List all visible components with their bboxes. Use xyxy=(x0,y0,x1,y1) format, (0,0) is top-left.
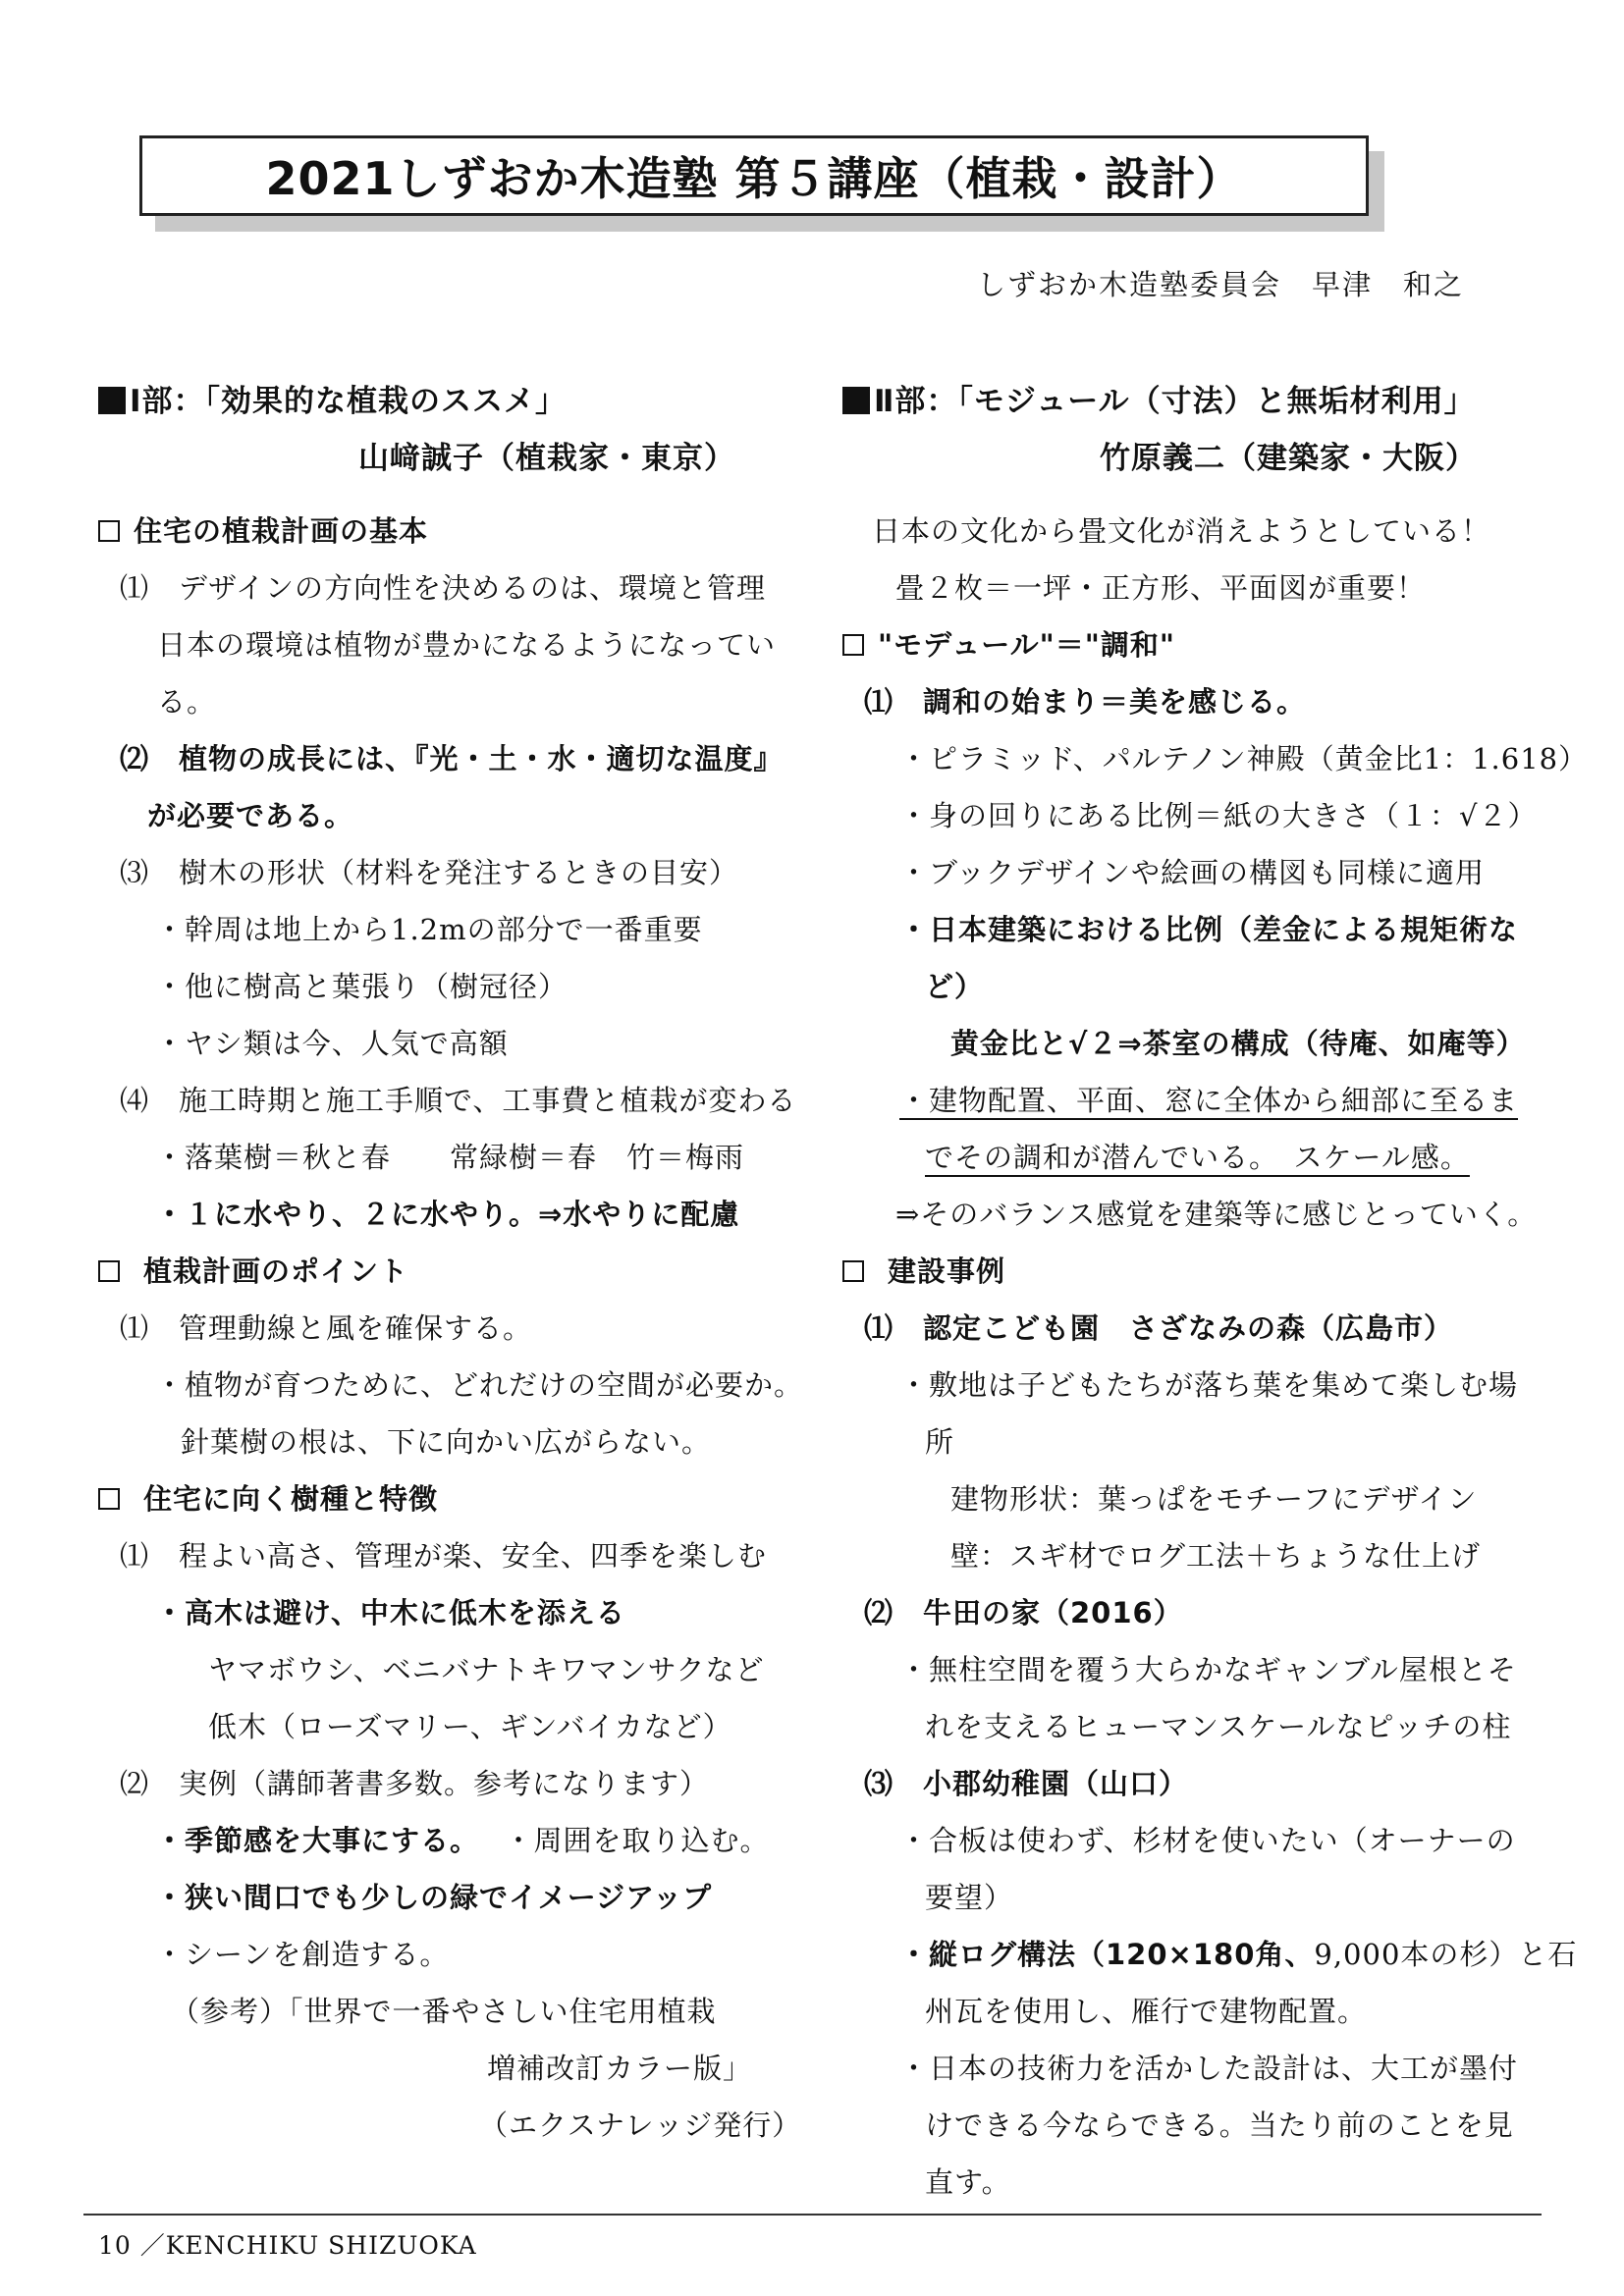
text-line: 壁：スギ材でログ工法＋ちょうな仕上げ xyxy=(950,1539,1482,1573)
checkbox-square-icon xyxy=(98,1488,120,1510)
text-line: 要望） xyxy=(925,1881,1014,1914)
text-line: ⑴ デザインの方向性を決めるのは、環境と管理 xyxy=(120,571,766,605)
text-line: ど） xyxy=(925,970,985,1003)
text-line: ⇒そのバランス感覚を建築等に感じとっていく。 xyxy=(895,1198,1538,1231)
text-line: ⑵ 植物の成長には、『光・土・水・適切な温度』 xyxy=(120,742,784,775)
text-line: 黄金比と√２⇒茶室の構成（待庵、如庵等） xyxy=(950,1027,1526,1060)
text-line: ・他に樹高と葉張り（樹冠径） xyxy=(155,970,568,1003)
text-line: ⑶ 樹木の形状（材料を発注するときの目安） xyxy=(120,856,739,889)
text-line: が必要である。 xyxy=(147,799,354,832)
text-line: ・幹周は地上から1.2mの部分で一番重要 xyxy=(155,913,703,946)
section-heading: 建設事例 xyxy=(842,1253,1005,1290)
part2-heading: Ⅱ部：「モジュール（寸法）と無垢材利用」 xyxy=(842,383,1476,420)
text-line: ⑴ 程よい高さ、管理が楽、安全、四季を楽しむ xyxy=(120,1539,767,1573)
text-line: ・無柱空間を覆う大らかなギャンブル屋根とそ xyxy=(899,1653,1517,1686)
text-line: （エクスナレッジ発行） xyxy=(479,2109,802,2142)
text-line: ⑴ 管理動線と風を確保する。 xyxy=(120,1311,533,1345)
text-line: 州瓦を使用し、雁行で建物配置。 xyxy=(925,1995,1368,2028)
text-line: ヤマボウシ、ベニバナトキワマンサクなど xyxy=(208,1653,765,1686)
text-line: ・高木は避け、中木に低木を添える xyxy=(155,1596,625,1629)
text-line: ⑶ 小郡幼稚園（山口） xyxy=(864,1767,1189,1800)
text-line: る。 xyxy=(157,685,217,719)
checkbox-square-icon xyxy=(98,520,120,542)
text-line: ・落葉樹＝秋と春 常緑樹＝春 竹＝梅雨 xyxy=(155,1141,745,1174)
section-heading: "モデュール"＝"調和" xyxy=(842,626,1175,664)
text-line: 畳２枚＝一坪・正方形、平面図が重要！ xyxy=(895,571,1427,605)
text-line: 日本の文化から畳文化が消えようとしている！ xyxy=(872,514,1491,548)
text-line: ・ピラミッド、パルテノン神殿（黄金比1：1.618） xyxy=(899,742,1589,775)
text-line: ⑵ 牛田の家（2016） xyxy=(864,1596,1183,1629)
text-line: ・敷地は子どもたちが落ち葉を集めて楽しむ場 xyxy=(899,1368,1519,1402)
text-line: 所 xyxy=(925,1425,955,1459)
part2-lecturer: 竹原義二（建築家・大阪） xyxy=(1100,441,1477,476)
black-square-icon xyxy=(842,387,870,414)
title-block xyxy=(139,135,1384,232)
text-line: れを支えるヒューマンスケールなピッチの柱 xyxy=(925,1710,1512,1743)
text-line: ・身の回りにある比例＝紙の大きさ（１：√２） xyxy=(899,799,1538,832)
section-heading: 住宅の植栽計画の基本 xyxy=(98,512,428,550)
text-line: ・合板は使わず、杉材を使いたい（オーナーの xyxy=(899,1824,1516,1857)
text-line: ・植物が育つために、どれだけの空間が必要か。 xyxy=(155,1368,804,1402)
page-title: 2021しずおか木造塾 第５講座（植栽・設計） xyxy=(265,152,1243,205)
text-line: 増補改訂カラー版」 xyxy=(487,2052,753,2085)
checkbox-square-icon xyxy=(842,634,864,656)
part1-heading: Ⅰ部：「効果的な植栽のススメ」 xyxy=(98,383,567,420)
text-line: ・日本建築における比例（差金による規矩術な xyxy=(899,913,1519,946)
text-line: ・ヤシ類は今、人気で高額 xyxy=(155,1027,509,1060)
page-footer: 10 ／KENCHIKU SHIZUOKA xyxy=(98,2231,477,2260)
checkbox-square-icon xyxy=(98,1260,120,1282)
checkbox-square-icon xyxy=(842,1260,864,1282)
text-line: ・シーンを創造する。 xyxy=(155,1938,450,1971)
text-line: 直す。 xyxy=(925,2165,1011,2199)
title-box xyxy=(139,135,1369,216)
text-line: ⑴ 調和の始まり＝美を感じる。 xyxy=(864,685,1307,719)
text-line: ・ブックデザインや絵画の構図も同様に適用 xyxy=(899,856,1485,889)
part1-lecturer: 山﨑誠子（植栽家・東京） xyxy=(358,441,735,476)
text-line: けできる今ならできる。当たり前のことを見 xyxy=(925,2109,1514,2142)
author-line: しずおか木造塾委員会 早津 和之 xyxy=(977,268,1465,301)
text-line: ・縦ログ構法（120×180角、9,000本の杉）と石 xyxy=(899,1938,1578,1971)
text-line: ⑴ 認定こども園 さざなみの森（広島市） xyxy=(864,1311,1454,1345)
text-line: ・建物配置、平面、窓に全体から細部に至るま xyxy=(899,1084,1519,1117)
text-line: ⑷ 施工時期と施工手順で、工事費と植栽が変わる xyxy=(120,1084,797,1117)
text-line: 低木（ローズマリー、ギンバイカなど） xyxy=(208,1710,732,1743)
text-line: 建物形状：葉っぱをモチーフにデザイン xyxy=(950,1482,1478,1516)
black-square-icon xyxy=(98,387,126,414)
text-line: でその調和が潜んでいる。 スケール感。 xyxy=(925,1141,1470,1174)
section-heading: 植栽計画のポイント xyxy=(98,1253,408,1290)
section-heading: 住宅に向く樹種と特徴 xyxy=(98,1480,438,1518)
footer-divider xyxy=(83,2214,1542,2216)
text-line: ・日本の技術力を活かした設計は、大工が墨付 xyxy=(899,2052,1519,2085)
text-line: （参考）「世界で一番やさしい住宅用植栽 xyxy=(171,1995,717,2028)
text-line: 日本の環境は植物が豊かになるようになってい xyxy=(157,628,777,662)
text-line: ・１に水やり、２に水やり。⇒水やりに配慮 xyxy=(155,1198,740,1231)
text-line: ⑵ 実例（講師著書多数。参考になります） xyxy=(120,1767,710,1800)
text-line: ・狭い間口でも少しの緑でイメージアップ xyxy=(155,1881,713,1914)
text-line: 針葉樹の根は、下に向かい広がらない。 xyxy=(181,1425,712,1459)
text-line: ・季節感を大事にする。 ・周囲を取り込む。 xyxy=(155,1824,770,1857)
